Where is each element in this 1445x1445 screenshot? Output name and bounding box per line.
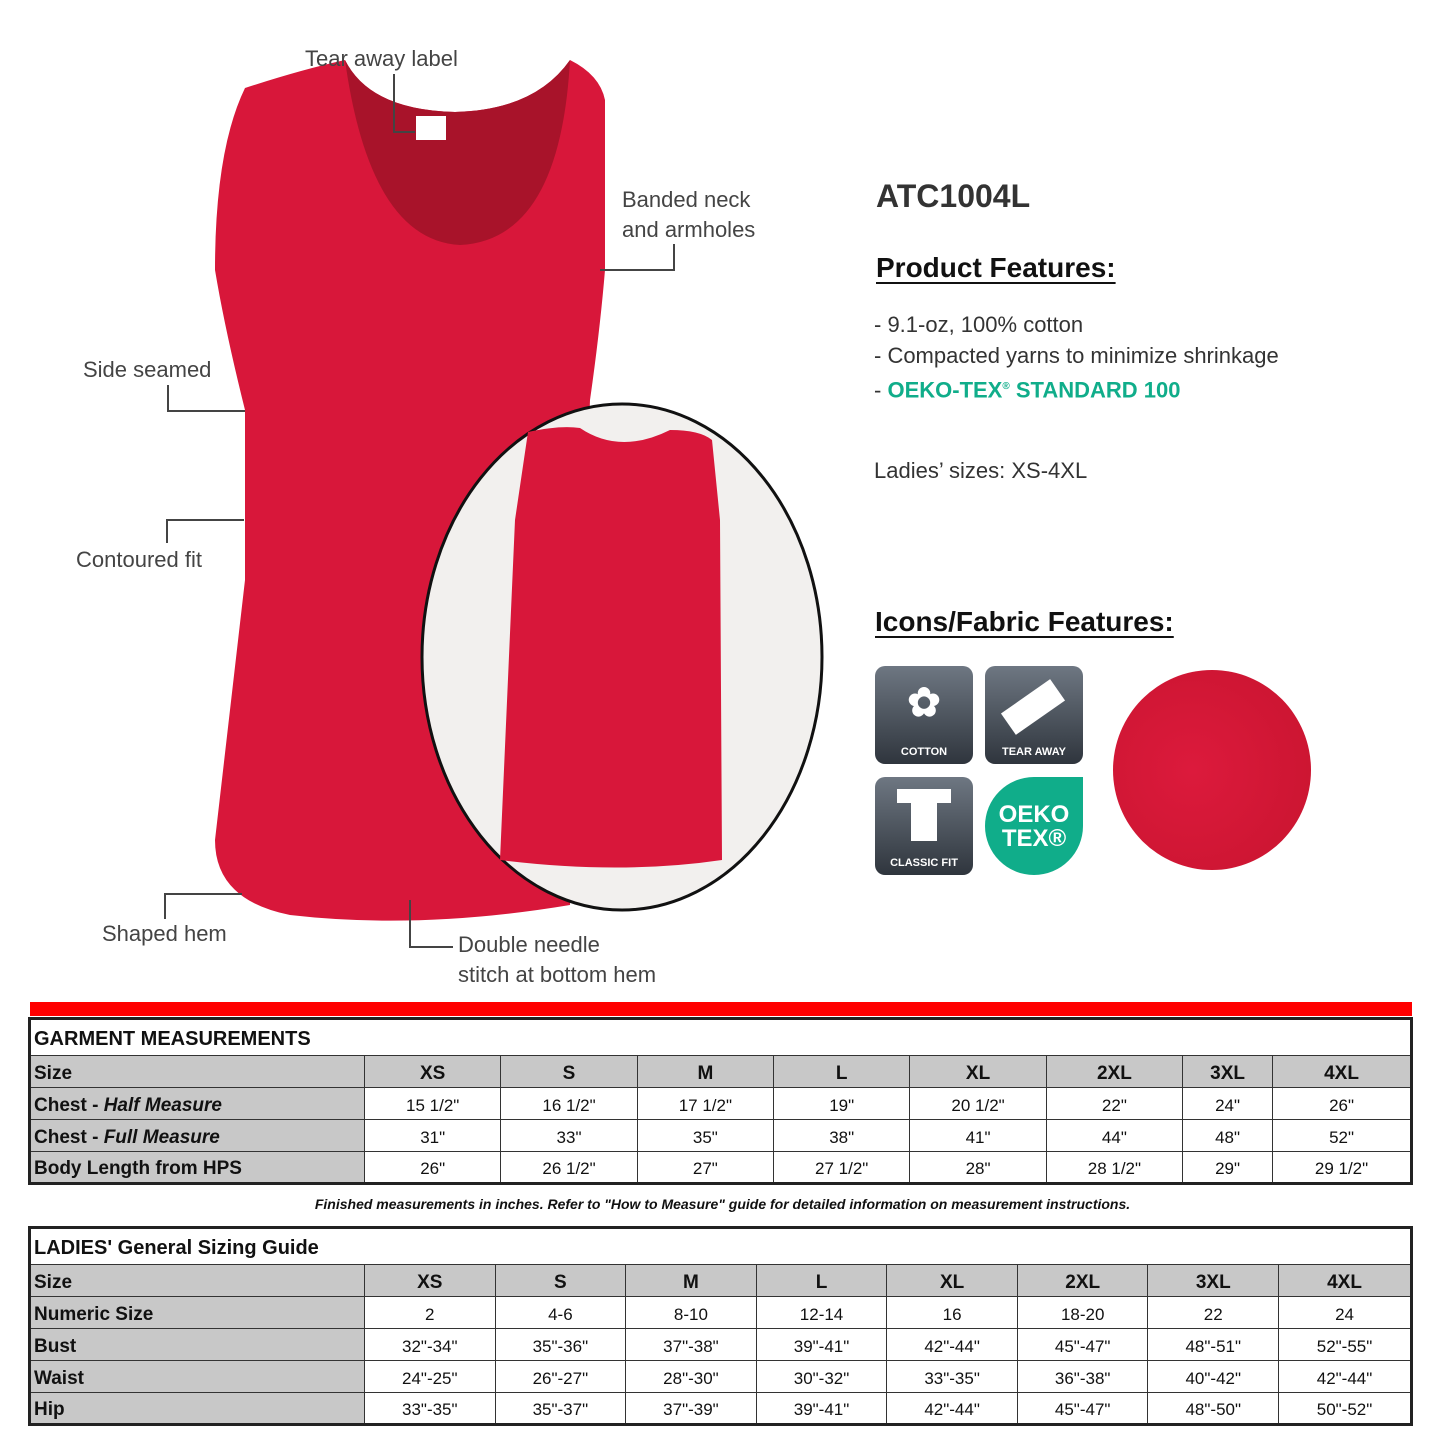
- callout-text: Banded neck: [622, 187, 751, 212]
- product-sku: ATC1004L: [876, 178, 1031, 214]
- table-cell: 27 1/2": [774, 1152, 910, 1184]
- table-cell: 33"-35": [887, 1361, 1018, 1393]
- table-row: [30, 1329, 1412, 1361]
- icon-label: OEKO: [998, 801, 1070, 828]
- table-cell: 12-14: [756, 1297, 887, 1329]
- features-list: [874, 309, 1279, 405]
- icon-label: TEAR AWAY: [1002, 746, 1066, 758]
- tear-away-icon: [985, 666, 1083, 764]
- table-cell: 33": [501, 1120, 637, 1152]
- row-label: [30, 1393, 365, 1425]
- row-label-text: Chest -: [34, 1126, 104, 1148]
- table-cell: 38": [774, 1120, 910, 1152]
- feature-item: - 9.1-oz, 100% cotton: [874, 312, 1084, 337]
- table-cell: 27": [637, 1152, 773, 1184]
- header-cell: 3XL: [1148, 1265, 1279, 1297]
- icons-heading: Icons/Fabric Features:: [875, 606, 1174, 637]
- row-label-text: Bust: [34, 1335, 77, 1357]
- feature-item-oeko: [874, 371, 1279, 405]
- row-label-emphasis: Half Measure: [103, 1094, 222, 1116]
- table-cell: 22: [1148, 1297, 1279, 1329]
- table-cell: 30"-32": [756, 1361, 887, 1393]
- row-label: [30, 1152, 365, 1184]
- table-cell: 8-10: [626, 1297, 757, 1329]
- table-cell: 48": [1183, 1120, 1273, 1152]
- callout-side-seamed: Side seamed: [83, 357, 212, 382]
- table-cell: 18-20: [1017, 1297, 1148, 1329]
- table-cell: 45"-47": [1017, 1393, 1148, 1425]
- table-cell: 16 1/2": [501, 1088, 637, 1120]
- table-cell: 26": [365, 1152, 501, 1184]
- header-cell: XL: [910, 1056, 1046, 1088]
- row-label: [30, 1361, 365, 1393]
- row-label-emphasis: Full Measure: [103, 1126, 220, 1148]
- table-cell: 33"-35": [365, 1393, 496, 1425]
- table-row: [30, 1361, 1412, 1393]
- header-cell: 3XL: [1183, 1056, 1273, 1088]
- registered-mark: ®: [1002, 381, 1010, 392]
- icon-label: CLASSIC FIT: [890, 857, 958, 869]
- callout-text: and armholes: [622, 217, 756, 242]
- table-cell: 32"-34": [365, 1329, 496, 1361]
- table-cell: 26 1/2": [501, 1152, 637, 1184]
- sizing-guide-table: [28, 1226, 1413, 1426]
- table-cell: 28": [910, 1152, 1046, 1184]
- table-cell: 52": [1273, 1120, 1412, 1152]
- table-cell: 42"-44": [887, 1393, 1018, 1425]
- table-cell: 45"-47": [1017, 1329, 1148, 1361]
- oeko-text: OEKO-TEX: [887, 377, 1003, 403]
- table-cell: 39"-41": [756, 1393, 887, 1425]
- row-label: [30, 1297, 365, 1329]
- table-cell: 31": [365, 1120, 501, 1152]
- table-cell: 48"-51": [1148, 1329, 1279, 1361]
- header-cell: L: [774, 1056, 910, 1088]
- header-cell: 4XL: [1273, 1056, 1412, 1088]
- callout-shaped-hem: Shaped hem: [102, 921, 227, 946]
- table-cell: 17 1/2": [637, 1088, 773, 1120]
- header-cell: S: [495, 1265, 626, 1297]
- header-cell: Size: [30, 1056, 365, 1088]
- table-cell: 35": [637, 1120, 773, 1152]
- table-cell: 48"-50": [1148, 1393, 1279, 1425]
- header-cell: XL: [887, 1265, 1018, 1297]
- table-cell: 37"-39": [626, 1393, 757, 1425]
- row-label-text: Numeric Size: [34, 1303, 154, 1325]
- row-label: [30, 1329, 365, 1361]
- oeko-standard: STANDARD 100: [1009, 377, 1181, 403]
- table-cell: 26": [1273, 1088, 1412, 1120]
- header-cell: M: [626, 1265, 757, 1297]
- table-cell: 2: [365, 1297, 496, 1329]
- callout-text: stitch at bottom hem: [458, 962, 657, 987]
- sizes-text: Ladies’ sizes: XS-4XL: [874, 458, 1088, 483]
- table-title: LADIES' General Sizing Guide: [30, 1228, 1412, 1265]
- classic-fit-icon: [875, 777, 973, 875]
- row-label: [30, 1120, 365, 1152]
- oeko-tex-icon: [985, 777, 1083, 875]
- table-cell: 20 1/2": [910, 1088, 1046, 1120]
- bullet: -: [874, 377, 888, 403]
- header-cell: S: [501, 1056, 637, 1088]
- header-cell: M: [637, 1056, 773, 1088]
- table-cell: 28 1/2": [1046, 1152, 1182, 1184]
- callout-banded: [622, 185, 755, 245]
- table-cell: 37"-38": [626, 1329, 757, 1361]
- header-cell: XS: [365, 1056, 501, 1088]
- header-cell: XS: [365, 1265, 496, 1297]
- table-cell: 24": [1183, 1088, 1273, 1120]
- row-label-text: Waist: [34, 1367, 84, 1389]
- fabric-swatch-image: [1113, 670, 1311, 870]
- header-cell: 2XL: [1046, 1056, 1182, 1088]
- table-header-row: [30, 1056, 1412, 1088]
- table-cell: 28"-30": [626, 1361, 757, 1393]
- table-cell: 24"-25": [365, 1361, 496, 1393]
- table-cell: 39"-41": [756, 1329, 887, 1361]
- header-cell: 4XL: [1279, 1265, 1412, 1297]
- header-cell: Size: [30, 1265, 365, 1297]
- header-cell: 2XL: [1017, 1265, 1148, 1297]
- callout-tear-away: Tear away label: [305, 46, 458, 71]
- cotton-icon: ✿ COTTON: [875, 666, 973, 764]
- table-cell: 16: [887, 1297, 1018, 1329]
- callout-double-needle: [458, 930, 656, 990]
- table-cell: 26"-27": [495, 1361, 626, 1393]
- callout-contoured: Contoured fit: [76, 547, 202, 572]
- table-cell: 19": [774, 1088, 910, 1120]
- row-label-text: Body Length from HPS: [34, 1158, 242, 1179]
- table-cell: 35"-36": [495, 1329, 626, 1361]
- table-cell: 22": [1046, 1088, 1182, 1120]
- features-heading: Product Features:: [876, 252, 1116, 283]
- table-cell: 42"-44": [887, 1329, 1018, 1361]
- table-cell: 44": [1046, 1120, 1182, 1152]
- row-label-text: Hip: [34, 1399, 65, 1420]
- garment-measurements-table: [28, 1017, 1413, 1185]
- row-label-text: Chest -: [34, 1094, 104, 1116]
- measurement-note: Finished measurements in inches. Refer to "How to Measure" guide for detailed information on measurement instructions.: [314, 1196, 1131, 1212]
- table-title: GARMENT MEASUREMENTS: [30, 1019, 1412, 1056]
- table-title-row: [30, 1228, 1412, 1265]
- table-cell: 29 1/2": [1273, 1152, 1412, 1184]
- table-cell: 40"-42": [1148, 1361, 1279, 1393]
- table-cell: 52"-55": [1279, 1329, 1412, 1361]
- table-cell: 15 1/2": [365, 1088, 501, 1120]
- table-cell: 29": [1183, 1152, 1273, 1184]
- tank-top-front-image: [0, 0, 860, 1000]
- feature-item: - Compacted yarns to minimize shrinkage: [874, 343, 1279, 368]
- divider-bar: [30, 1002, 1412, 1016]
- table-row: [30, 1120, 1412, 1152]
- table-cell: 35"-37": [495, 1393, 626, 1425]
- table-title-row: [30, 1019, 1412, 1056]
- table-row: [30, 1152, 1412, 1184]
- icon-label: COTTON: [900, 746, 948, 758]
- table-row: [30, 1297, 1412, 1329]
- table-header-row: [30, 1265, 1412, 1297]
- table-cell: 36"-38": [1017, 1361, 1148, 1393]
- table-cell: 42"-44": [1279, 1361, 1412, 1393]
- table-cell: 24: [1279, 1297, 1412, 1329]
- header-cell: L: [756, 1265, 887, 1297]
- callout-text: Double needle: [458, 932, 600, 957]
- table-cell: 50"-52": [1279, 1393, 1412, 1425]
- table-cell: 4-6: [495, 1297, 626, 1329]
- table-row: [30, 1088, 1412, 1120]
- table-row: [30, 1393, 1412, 1425]
- table-cell: 41": [910, 1120, 1046, 1152]
- row-label: [30, 1088, 365, 1120]
- icon-label: TEX®: [1001, 825, 1067, 852]
